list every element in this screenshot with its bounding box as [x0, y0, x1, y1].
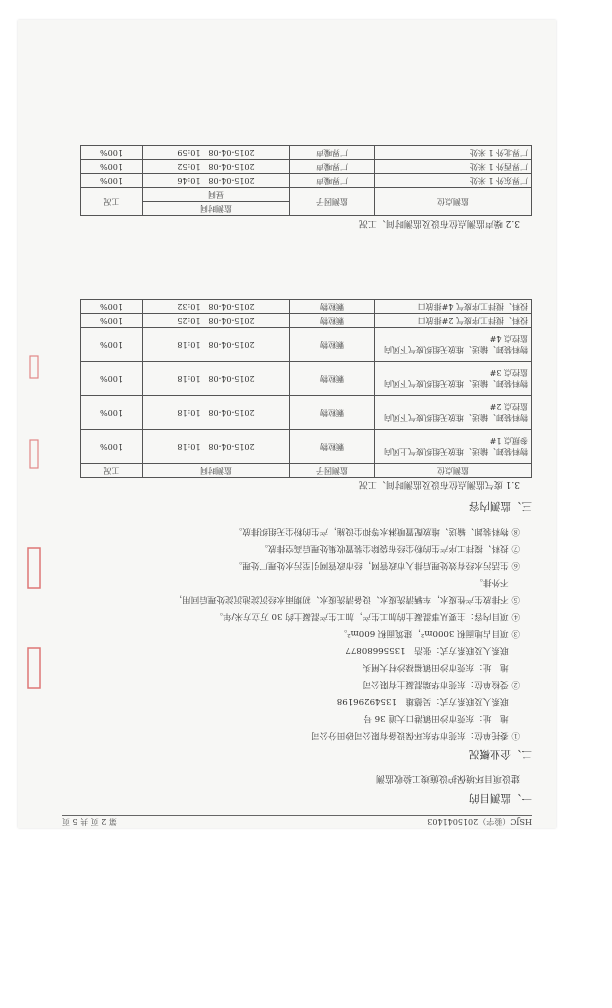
col-header: 监测时间: [143, 464, 290, 478]
stamp-mark: [18, 308, 46, 708]
section3-title: 三、监测内容: [469, 500, 532, 512]
cell-condition: 100%: [81, 146, 143, 160]
cell-condition: 100%: [81, 328, 143, 362]
table-row: [81, 362, 532, 396]
cell-point: 厂界北外 1 米处: [375, 146, 532, 160]
cell-factor: 颗粒物: [290, 314, 375, 328]
cell-time: 2015-04-08 10:52: [143, 160, 290, 174]
table-row: [81, 314, 532, 328]
col-header: 监测因子: [290, 464, 375, 478]
cell-condition: 100%: [81, 362, 143, 396]
seam-stamp: [18, 308, 46, 708]
section1-title: 一、监测目的: [469, 792, 532, 804]
table-row: [81, 396, 532, 430]
cell-condition: 100%: [81, 174, 143, 188]
table-row: [81, 430, 532, 464]
section1-body: 建设项目环境保护设施竣工验收监测: [375, 773, 520, 783]
cell-point: 物料装卸、输送、堆放无组织废气上风向参照点 1#: [375, 430, 532, 464]
col-header: 监测点位: [375, 464, 532, 478]
section2-title: 二、企业概况: [469, 748, 532, 760]
section2-line: ⑧ 物料装卸、输送、堆放配置喷淋水等抑尘设施，产生的粉尘无组织排放。: [233, 526, 520, 536]
cell-time: 2015-04-08 10:18: [143, 328, 290, 362]
section2-line: ⑦ 投料、搅拌工序产生的粉尘经布袋除尘装置收集处理后高空排放。: [259, 543, 520, 553]
section2-line: ⑥ 生活污水经有效处理后排入市政管网，经市政管网引至污水处理厂处理。: [233, 560, 520, 570]
cell-point: 厂界西外 1 米处: [375, 160, 532, 174]
table-row: [81, 174, 532, 188]
cell-factor: 颗粒物: [290, 430, 375, 464]
col-header: 工况: [81, 188, 143, 216]
cell-time: 2015-04-08 10:25: [143, 314, 290, 328]
section2-line: 地 址：东莞市沙田镇港口大道 36 号: [363, 713, 520, 723]
col-header: 监测因子: [290, 188, 375, 216]
cell-condition: 100%: [81, 314, 143, 328]
section2-line: ④ 项目内容：主要从事混凝土的加工生产，加工生产混凝土约 30 万立方米/年。: [214, 611, 520, 621]
section2-line: ① 委托单位：东莞市华东环保设备有限公司砂田分公司: [311, 730, 520, 740]
cell-factor: 厂界噪声: [290, 146, 375, 160]
cell-time: 2015-04-08 10:18: [143, 362, 290, 396]
cell-factor: 颗粒物: [290, 328, 375, 362]
noise-monitoring-table: [80, 145, 532, 216]
col-header: 监测时间: [143, 202, 290, 216]
cell-point: 物料装卸、输送、堆放无组织废气下风向监控点 4#: [375, 328, 532, 362]
page-header: [62, 816, 532, 827]
cell-condition: 100%: [81, 300, 143, 314]
exhaust-monitoring-table: [80, 299, 532, 478]
cell-point: 物料装卸、输送、堆放无组织废气下风向监控点 2#: [375, 396, 532, 430]
report-number: HSJC（验字）2015041403: [427, 817, 532, 826]
section2-line: 不外排。: [474, 577, 520, 587]
cell-time: 2015-04-08 10:46: [143, 174, 290, 188]
table-row: [81, 300, 532, 314]
cell-factor: 颗粒物: [290, 362, 375, 396]
col-header: 工况: [81, 464, 143, 478]
table-header-row: [81, 464, 532, 478]
table-row: [81, 146, 532, 160]
section2-line: ⑤ 不排放生产性废水，车辆清洗废水、设备清洗废水、初期雨水经沉淀池沉淀处理后回用，: [173, 594, 520, 604]
page-count: 第 2 页 共 5 页: [62, 817, 117, 826]
col-subheader: 昼间: [143, 188, 290, 202]
cell-factor: 颗粒物: [290, 300, 375, 314]
cell-time: 2015-04-08 10:18: [143, 396, 290, 430]
cell-factor: 颗粒物: [290, 396, 375, 430]
table1-caption: 3.1 废气监测点位布设及监测时间、工况: [358, 479, 520, 489]
cell-factor: 厂界噪声: [290, 160, 375, 174]
cell-condition: 100%: [81, 430, 143, 464]
cell-condition: 100%: [81, 396, 143, 430]
cell-point: 厂界东外 1 米处: [375, 174, 532, 188]
cell-time: 2015-04-08 10:18: [143, 430, 290, 464]
header-divider: [62, 815, 532, 816]
cell-time: 2015-04-08 10:59: [143, 146, 290, 160]
cell-condition: 100%: [81, 160, 143, 174]
cell-time: 2015-04-08 10:32: [143, 300, 290, 314]
table-row: [81, 160, 532, 174]
section2-line: 联系人及联系方式：吴德雄 13549296198: [336, 696, 520, 706]
cell-point: 投料、搅拌工序废气 4#排放口: [375, 300, 532, 314]
cell-factor: 厂界噪声: [290, 174, 375, 188]
section2-line: ③ 项目占地面积 3000m²，建筑面积 600m²。: [338, 628, 520, 638]
section2-line: 联系人及联系方式：张浩 13556680877: [345, 645, 520, 655]
col-header: 监测点位: [375, 188, 532, 216]
section2-line: ② 受检单位：东莞市华瑞混凝土有限公司: [362, 679, 520, 689]
cell-point: 投料、搅拌工序废气 2#排放口: [375, 314, 532, 328]
cell-point: 物料装卸、输送、堆放无组织废气下风向监控点 3#: [375, 362, 532, 396]
section2-line: 地 址：东莞市沙田镇福禄沙村大闸头: [362, 662, 520, 672]
table-header-row: [81, 202, 532, 216]
table2-caption: 3.2 噪声监测点位布设及监测时间、工况: [358, 218, 520, 228]
table-row: [81, 328, 532, 362]
